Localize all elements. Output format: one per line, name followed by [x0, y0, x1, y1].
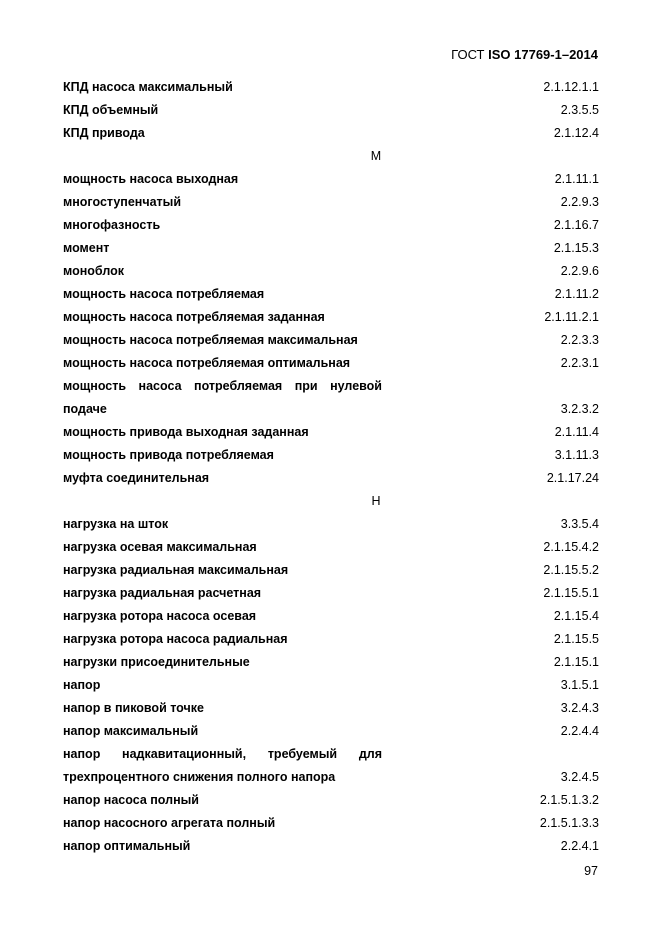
index-entry	[63, 467, 599, 490]
index-entry	[63, 628, 599, 651]
index-entry	[63, 651, 599, 674]
index-reference: 3.2.4.3	[560, 701, 599, 715]
index-reference: 2.1.11.1	[554, 172, 599, 186]
index-reference: 2.1.15.1	[553, 655, 599, 669]
index-entry	[63, 536, 599, 559]
index-reference: 3.1.11.3	[554, 448, 599, 462]
index-term: момент	[63, 241, 110, 255]
index-entry	[63, 835, 599, 858]
index-term: нагрузка радиальная максимальная	[63, 563, 289, 577]
index-reference: 3.1.5.1	[560, 678, 599, 692]
index-term: КПД насоса максимальный	[63, 80, 233, 94]
index-entry	[63, 789, 599, 812]
index-entry	[63, 720, 599, 743]
index-reference: 2.2.3.1	[560, 356, 599, 370]
index-entry	[63, 283, 599, 306]
index-reference: 3.2.3.2	[560, 402, 599, 416]
index-term: нагрузка осевая максимальная	[63, 540, 257, 554]
index-term: мощность насоса потребляемая при нулевой	[63, 379, 382, 393]
page-number: 97	[584, 864, 598, 878]
index-entry	[63, 191, 599, 214]
index-entry	[63, 237, 599, 260]
index-entry	[63, 582, 599, 605]
index-term: напор в пиковой точке	[63, 701, 204, 715]
index-entry	[63, 674, 599, 697]
index-entry	[63, 697, 599, 720]
index-entry	[63, 398, 599, 421]
index-term: нагрузка ротора насоса радиальная	[63, 632, 288, 646]
index-reference: 2.2.4.4	[560, 724, 599, 738]
index-reference: 2.1.11.2	[554, 287, 599, 301]
index-reference: 2.1.15.4	[553, 609, 599, 623]
index-reference: 2.2.9.3	[560, 195, 599, 209]
index-term: мощность насоса потребляемая максимальная	[63, 333, 358, 347]
index-term: мощность насоса потребляемая	[63, 287, 265, 301]
index-term: муфта соединительная	[63, 471, 210, 485]
document-header	[451, 47, 598, 62]
index-term: нагрузка ротора насоса осевая	[63, 609, 257, 623]
index-entry	[63, 306, 599, 329]
index-term: КПД объемный	[63, 103, 159, 117]
index-term: напор надкавитационный, требуемый для	[63, 747, 382, 761]
index-entry	[63, 605, 599, 628]
standard-prefix: ГОСТ	[451, 47, 485, 62]
index-entry	[63, 812, 599, 835]
index-entry	[63, 743, 599, 766]
index-reference: 2.1.12.1.1	[543, 80, 599, 94]
index-term: нагрузка радиальная расчетная	[63, 586, 262, 600]
index-reference: 3.2.4.5	[560, 770, 599, 784]
section-letter: М	[370, 149, 382, 163]
index-reference: 2.2.9.6	[560, 264, 599, 278]
index-term: моноблок	[63, 264, 124, 278]
index-reference: 2.1.15.5	[553, 632, 599, 646]
index-reference: 2.1.17.24	[546, 471, 599, 485]
index-term: напор насосного агрегата полный	[63, 816, 276, 830]
index-entry	[63, 260, 599, 283]
index-reference: 2.1.11.4	[554, 425, 599, 439]
index-entry	[63, 421, 599, 444]
index-reference: 3.3.5.4	[560, 517, 599, 531]
index-reference: 2.1.15.5.2	[543, 563, 599, 577]
index-term: напор насоса полный	[63, 793, 199, 807]
index-term: нагрузка на шток	[63, 517, 169, 531]
index-reference: 2.1.12.4	[553, 126, 599, 140]
index-reference: 2.2.4.1	[560, 839, 599, 853]
index-term: напор максимальный	[63, 724, 199, 738]
index-entry	[63, 352, 599, 375]
index-reference: 2.1.16.7	[553, 218, 599, 232]
index-entry	[63, 168, 599, 191]
index-term: трехпроцентного снижения полного напора	[63, 770, 336, 784]
index-reference: 2.2.3.3	[560, 333, 599, 347]
index-reference: 2.3.5.5	[560, 103, 599, 117]
index-term: мощность насоса выходная	[63, 172, 239, 186]
index-entry	[63, 76, 599, 99]
index-entry	[63, 214, 599, 237]
index-term: многофазность	[63, 218, 161, 232]
index-term: мощность привода выходная заданная	[63, 425, 309, 439]
index-term: КПД привода	[63, 126, 145, 140]
index-entry	[63, 444, 599, 467]
index-term: многоступенчатый	[63, 195, 182, 209]
index-entry	[63, 99, 599, 122]
index-reference: 2.1.15.4.2	[543, 540, 599, 554]
alphabetical-term-index	[63, 76, 599, 858]
index-reference: 2.1.15.5.1	[543, 586, 599, 600]
index-term: напор	[63, 678, 101, 692]
index-entry	[63, 375, 599, 398]
index-term: мощность насоса потребляемая заданная	[63, 310, 325, 324]
index-term: мощность насоса потребляемая оптимальная	[63, 356, 351, 370]
index-reference: 2.1.5.1.3.3	[539, 816, 599, 830]
index-entry	[63, 122, 599, 145]
index-reference: 2.1.15.3	[553, 241, 599, 255]
index-entry	[63, 513, 599, 536]
index-term: нагрузки присоединительные	[63, 655, 250, 669]
standard-code: ISO 17769-1–2014	[488, 47, 598, 62]
index-entry	[63, 766, 599, 789]
index-term: мощность привода потребляемая	[63, 448, 274, 462]
index-entry	[63, 329, 599, 352]
index-term: подаче	[63, 402, 107, 416]
index-reference: 2.1.11.2.1	[544, 310, 599, 324]
section-letter: Н	[371, 494, 381, 508]
index-entry	[63, 559, 599, 582]
index-reference: 2.1.5.1.3.2	[539, 793, 599, 807]
index-term: напор оптимальный	[63, 839, 191, 853]
